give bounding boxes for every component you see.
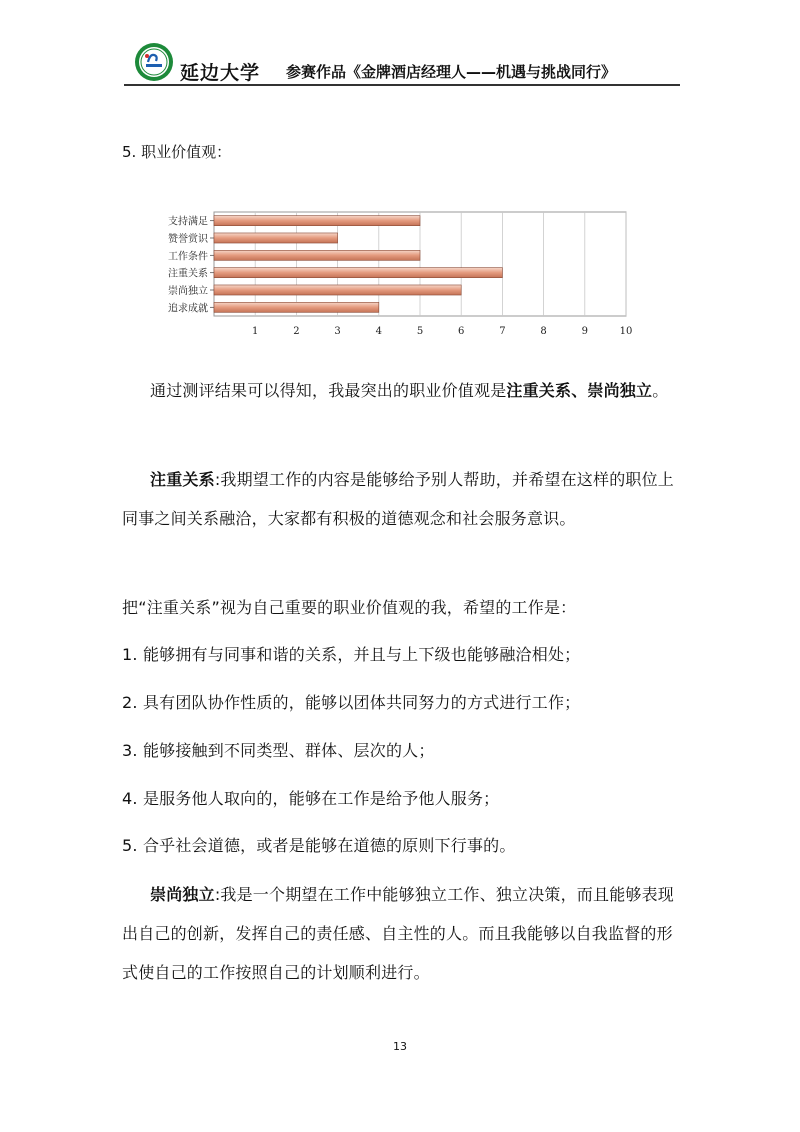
bar [214, 268, 502, 278]
summary-highlight: 注重关系、崇尚独立 [506, 381, 653, 400]
x-tick-label: 5 [416, 326, 424, 337]
independence-heading: 崇尚独立 [150, 885, 215, 904]
category-label: 赞誉赏识 [168, 234, 208, 245]
university-name: 延边大学 [180, 62, 261, 84]
list-item: 1. 能够拥有与同事和谐的关系，并且与上下级也能够融洽相处； [122, 645, 581, 664]
category-label: 支持满足 [168, 216, 208, 228]
category-label: 追求成就 [168, 303, 208, 315]
university-logo-icon [134, 42, 174, 82]
bar [214, 233, 338, 243]
x-tick-label: 9 [581, 326, 588, 337]
page-number: 13 [393, 1040, 407, 1053]
independence-text: :我是一个期望在工作中能够独立工作、独立决策，而且能够表现出自己的创新，发挥自己的责任感、自主性的人。而且我能够以自我监督的形式使自己的工作按照自己的计划顺利进行。 [122, 885, 675, 982]
x-tick-label: 3 [334, 326, 341, 337]
category-label: 注重关系 [168, 268, 208, 280]
x-tick-label: 8 [540, 326, 547, 337]
summary-text: 通过测评结果可以得知，我最突出的职业价值观是 [150, 381, 507, 400]
values-bar-chart [150, 200, 640, 348]
preference-intro: 把“注重关系”视为自己重要的职业价值观的我，希望的工作是： [122, 598, 577, 617]
relationship-text: :我期望工作的内容是能够给予别人帮助，并希望在这样的职位上同事之间关系融洽，大家都有积极的道德观念和社会服务意识。 [122, 470, 675, 528]
summary-end: 。 [652, 381, 669, 400]
summary-paragraph [122, 371, 682, 410]
x-tick-label: 2 [293, 326, 300, 337]
x-tick-label: 10 [619, 326, 633, 337]
x-tick-label: 6 [458, 326, 465, 337]
bar [214, 250, 420, 260]
x-tick-label: 4 [375, 326, 382, 337]
section-title: 5. 职业价值观： [122, 143, 232, 161]
x-tick-label: 7 [499, 326, 506, 337]
relationship-heading: 注重关系 [150, 470, 215, 489]
category-label: 工作条件 [168, 251, 208, 263]
category-label: 崇尚独立 [168, 286, 208, 297]
page-header [124, 40, 680, 86]
bar [214, 302, 379, 312]
list-item: 4. 是服务他人取向的，能够在工作是给予他人服务； [122, 789, 500, 808]
document-title: 参赛作品《金牌酒店经理人——机遇与挑战同行》 [286, 63, 617, 81]
list-item: 3. 能够接触到不同类型、群体、层次的人； [122, 741, 435, 760]
bar [214, 285, 461, 295]
bar [214, 216, 420, 226]
relationship-paragraph [122, 460, 682, 538]
x-tick-label: 1 [252, 326, 259, 337]
independence-paragraph [122, 875, 682, 992]
list-item: 2. 具有团队协作性质的，能够以团体共同努力的方式进行工作； [122, 693, 581, 712]
header-rule [124, 84, 680, 86]
list-item: 5. 合乎社会道德，或者是能够在道德的原则下行事的。 [122, 836, 516, 855]
